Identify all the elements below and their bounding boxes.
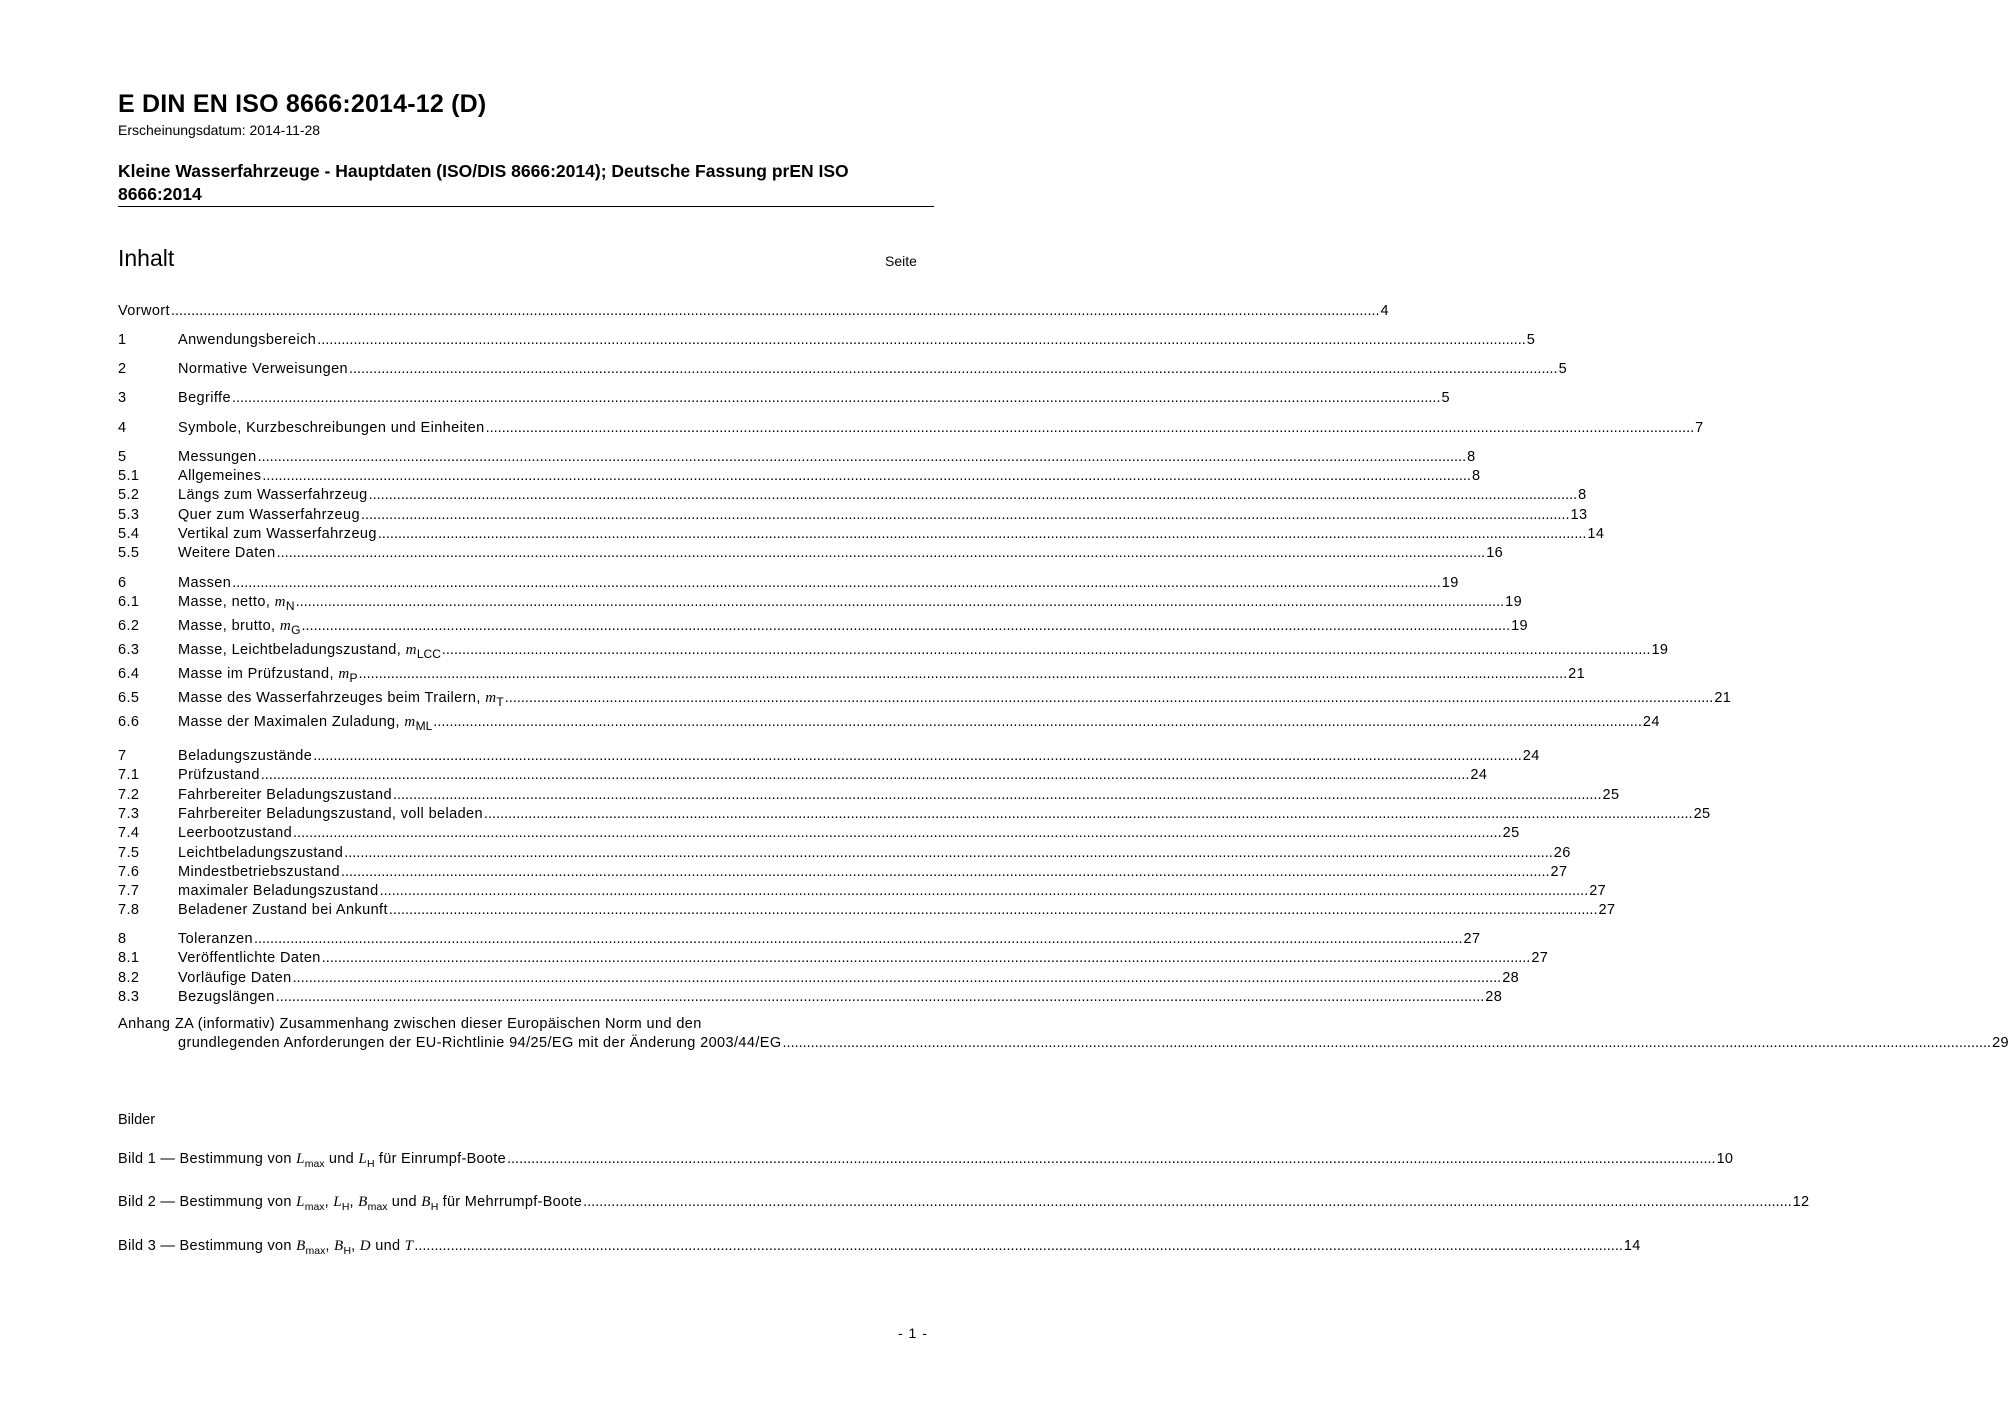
leader-dots: ............................................................................................................................................................................................................................................................................................................ [485,420,1695,436]
toc-entry[interactable] [118,969,1520,988]
figure-entry-text: Bild 3 — Bestimmung von $B_{max}$, $B_H$, D und T [118,1238,414,1257]
leader-dots: ............................................................................................................................................................................................................................................................................................................ [301,618,1511,634]
toc-entry[interactable] [118,617,1528,637]
toc-entry-page: 25 [1502,825,1520,841]
leader-dots: ............................................................................................................................................................................................................................................................................................................ [253,931,1463,947]
leader-dots: ............................................................................................................................................................................................................................................................................................................ [293,825,1502,841]
figure-entry-3[interactable] [118,1238,1641,1258]
leader-dots: ............................................................................................................................................................................................................................................................................................................ [262,468,1471,484]
leader-dots: ............................................................................................................................................................................................................................................................................................................ [292,970,1502,986]
toc-entry-number: 5.3 [118,507,140,523]
toc-entry[interactable] [118,593,1523,613]
toc-entry[interactable] [118,665,1586,685]
toc-entry-title: Veröffentlichte Daten [178,950,321,966]
toc-entry-title: Masse, netto, $m_N$ [178,594,295,613]
document-title: Kleine Wasserfahrzeuge - Hauptdaten (ISO/DIS 8666:2014); Deutsche Fassung prEN ISO 8666:2014 [118,161,849,204]
toc-entry[interactable] [118,419,1704,438]
toc-entry[interactable] [118,389,1450,408]
toc-entry-number: 6.1 [118,594,140,610]
toc-entry-title: Leerbootzustand [178,825,293,841]
toc-entry-title: Längs zum Wasserfahrzeug [178,487,368,503]
leader-dots: ............................................................................................................................................................................................................................................................................................................ [483,806,1693,822]
toc-entry-title: Masse der Maximalen Zuladung, $m_{ML}$ [178,714,433,733]
toc-entry-page: 7 [1695,420,1704,436]
toc-entry-number: 8.3 [118,989,140,1005]
toc-entry-number: 5.1 [118,468,140,484]
math-symbol: m [404,714,416,730]
leader-dots: ............................................................................................................................................................................................................................................................................................................ [441,642,1651,658]
toc-entry-title: Masse des Wasserfahrzeuges beim Trailern, $m_T$ [178,690,504,709]
toc-entry-page: 16 [1486,545,1504,561]
toc-entry-page: 24 [1642,714,1660,730]
leader-dots: ............................................................................................................................................................................................................................................................................................................ [433,714,1642,730]
toc-entry-page: 27 [1598,902,1616,918]
toc-entry[interactable] [118,302,1390,321]
figure-entry-2[interactable] [118,1194,1810,1214]
leader-dots: ............................................................................................................................................................................................................................................................................................................ [317,332,1526,348]
toc-entry-title: Leichtbeladungszustand [178,845,344,861]
toc-entry-number: 7.8 [118,902,140,918]
toc-entry-page: 5 [1558,361,1568,377]
annex-title-line2: grundlegenden Anforderungen der EU-Richtlinie 94/25/EG mit der Änderung 2003/44/EG [178,1035,782,1051]
annex-page: 29 [1992,1035,2009,1051]
toc-entry-number: Vorwort [118,303,170,319]
toc-entry[interactable] [118,766,1488,785]
toc-entry[interactable] [118,930,1481,949]
toc-entry-number: 8 [118,931,127,947]
toc-entry-title: Vorläufige Daten [178,970,292,986]
leader-dots: ............................................................................................................................................................................................................................................................................................................ [170,303,1380,319]
toc-entry-number: 4 [118,420,127,436]
figure-page: 14 [1623,1238,1641,1254]
toc-entry-number: 7.7 [118,883,140,899]
annex-entry-line2[interactable] [178,1035,2009,1054]
leader-dots: ............................................................................................................................................................................................................................................................................................................ [358,666,1568,682]
leader-dots: ............................................................................................................................................................................................................................................................................................................ [257,449,1467,465]
toc-entry-page: 21 [1568,666,1586,682]
toc-entry[interactable] [118,574,1459,593]
toc-entry-title: Masse im Prüfzustand, $m_P$ [178,666,358,685]
toc-heading: Inhalt [118,245,175,271]
annex-type: (informativ) [197,1016,276,1032]
toc-entry-number: 6 [118,575,127,591]
toc-entry[interactable] [118,824,1520,843]
toc-entry[interactable] [118,901,1616,920]
toc-entry[interactable] [118,525,1605,544]
toc-entry[interactable] [118,786,1620,805]
toc-entry-page: 27 [1463,931,1481,947]
toc-entry[interactable] [118,805,1711,824]
toc-entry-page: 19 [1505,594,1523,610]
toc-entry-number: 3 [118,390,127,406]
toc-entry[interactable] [118,506,1588,525]
toc-entry-title: Anwendungsbereich [178,332,317,348]
figure-entry-text: Bild 1 — Bestimmung von $L_{max}$ und $L_H$ für Einrumpf-Boote [118,1151,506,1170]
toc-entry-title: Fahrbereiter Beladungszustand [178,787,392,803]
toc-entry-number: 8.1 [118,950,140,966]
math-symbol: m [485,690,497,706]
figure-entry-1[interactable] [118,1151,1734,1171]
toc-entry-title: Beladungszustände [178,748,313,764]
toc-entry-page: 4 [1380,303,1390,319]
toc-entry-title: Bezugslängen [178,989,275,1005]
leader-dots: ............................................................................................................................................................................................................................................................................................................ [392,787,1602,803]
leader-dots: ............................................................................................................................................................................................................................................................................................................ [231,390,1441,406]
toc-entry[interactable] [118,844,1571,863]
toc-entry[interactable] [118,486,1587,505]
toc-entry-number: 6.2 [118,618,140,634]
toc-entry[interactable] [118,747,1540,766]
toc-entry-number: 7 [118,748,127,764]
math-subscript: ML [415,719,433,733]
math-subscript: LCC [416,647,441,661]
toc-entry-title: Weitere Daten [178,545,276,561]
leader-dots: ............................................................................................................................................................................................................................................................................................................ [295,594,1505,610]
publication-date: Erscheinungsdatum: 2014-11-28 [118,122,321,138]
toc-entry-number: 2 [118,361,127,377]
figures-heading: Bilder [118,1112,156,1128]
toc-entry-page: 24 [1470,767,1488,783]
math-subscript: G [291,623,301,637]
toc-entry-title: Quer zum Wasserfahrzeug [178,507,360,523]
toc-entry-number: 5.2 [118,487,140,503]
toc-entry[interactable] [118,641,1669,661]
toc-entry-number: 6.6 [118,714,140,730]
toc-entry-title: Fahrbereiter Beladungszustand, voll beladen [178,806,483,822]
toc-entry-page: 26 [1553,845,1571,861]
leader-dots: ............................................................................................................................................................................................................................................................................................................ [260,767,1470,783]
toc-entry-page: 8 [1467,449,1476,465]
toc-entry-page: 24 [1522,748,1540,764]
toc-entry[interactable] [118,949,1549,968]
toc-entry-number: 6.5 [118,690,140,706]
toc-entry-page: 25 [1602,787,1620,803]
figure-page: 10 [1716,1151,1734,1167]
annex-title-line1: Zusammenhang zwischen dieser Europäischen Norm und den [279,1016,702,1032]
leader-dots: ............................................................................................................................................................................................................................................................................................................ [321,950,1531,966]
toc-entry-page: 25 [1693,806,1711,822]
math-subscript: T [496,695,504,709]
toc-entry-number: 8.2 [118,970,140,986]
toc-entry-number: 7.3 [118,806,140,822]
toc-entry-number: 5.4 [118,526,140,542]
toc-entry[interactable] [118,448,1476,467]
toc-entry-title: Masse, brutto, $m_G$ [178,618,301,637]
math-symbol: m [279,618,292,634]
toc-entry-page: 19 [1651,642,1669,658]
toc-entry-page: 27 [1589,883,1607,899]
toc-entry-number: 6.3 [118,642,140,658]
toc-entry-page: 28 [1485,989,1503,1005]
math-symbol: m [405,642,417,658]
leader-dots: ............................................................................................................................................................................................................................................................................................................ [388,902,1598,918]
toc-entry-number: 7.4 [118,825,140,841]
toc-entry-title: Vertikal zum Wasserfahrzeug [178,526,377,542]
toc-entry-title: Massen [178,575,232,591]
toc-entry-title: Prüfzustand [178,767,260,783]
toc-entry[interactable] [118,713,1660,733]
toc-entry-page: 14 [1587,526,1605,542]
toc-entry[interactable] [118,863,1568,882]
leader-dots: ............................................................................................................................................................................................................................................................................................................ [379,883,1589,899]
leader-dots: ............................................................................................................................................................................................................................................................................................................ [349,361,1558,377]
toc-entry-page: 19 [1511,618,1528,634]
math-symbol: m [274,594,286,610]
leader-dots: ............................................................................................................................................................................................................................................................................................................ [275,989,1485,1005]
leader-dots: ............................................................................................................................................................................................................................................................................................................ [313,748,1522,764]
leader-dots: ............................................................................................................................................................................................................................................................................................................ [414,1238,1623,1254]
toc-entry-title: Messungen [178,449,257,465]
toc-entry-page: 13 [1570,507,1588,523]
leader-dots: ............................................................................................................................................................................................................................................................................................................ [506,1151,1716,1167]
figure-page: 12 [1792,1194,1810,1210]
toc-entry-page: 19 [1441,575,1459,591]
toc-entry[interactable] [118,467,1481,486]
title-rule [118,206,934,207]
math-symbol: m [338,666,350,682]
document-id: E DIN EN ISO 8666:2014-12 (D) [118,90,487,118]
toc-entry[interactable] [118,988,1503,1007]
toc-entry[interactable] [118,360,1568,379]
toc-entry-page: 27 [1531,950,1549,966]
toc-entry[interactable] [118,882,1607,901]
toc-entry-number: 7.1 [118,767,140,783]
toc-entry-page: 28 [1502,970,1520,986]
leader-dots: ............................................................................................................................................................................................................................................................................................................ [232,575,1441,591]
toc-entry-title: Symbole, Kurzbeschreibungen und Einheiten [178,420,485,436]
toc-entry-page: 5 [1526,332,1536,348]
toc-entry-number: 5.5 [118,545,140,561]
toc-entry-title: Allgemeines [178,468,262,484]
toc-entry-page: 8 [1578,487,1587,503]
leader-dots: ............................................................................................................................................................................................................................................................................................................ [583,1194,1792,1210]
leader-dots: ............................................................................................................................................................................................................................................................................................................ [344,845,1553,861]
toc-entry-title: Masse, Leichtbeladungszustand, $m_{LCC}$ [178,642,441,661]
toc-entry-title: Begriffe [178,390,231,406]
toc-entry-title: Normative Verweisungen [178,361,348,377]
leader-dots: ............................................................................................................................................................................................................................................................................................................ [368,487,1578,503]
math-subscript: P [349,671,358,685]
leader-dots: ............................................................................................................................................................................................................................................................................................................ [782,1035,1992,1051]
toc-entry[interactable] [118,689,1732,709]
toc-entry-number: 7.5 [118,845,140,861]
toc-page-label: Seite [885,253,917,269]
toc-entry-title: maximaler Beladungszustand [178,883,379,899]
toc-entry-number: 7.6 [118,864,140,880]
toc-entry[interactable] [118,331,1536,350]
annex-entry-line1[interactable] [118,1016,702,1032]
leader-dots: ............................................................................................................................................................................................................................................................................................................ [504,690,1714,706]
toc-entry-page: 8 [1471,468,1481,484]
leader-dots: ............................................................................................................................................................................................................................................................................................................ [340,864,1550,880]
toc-entry-number: 6.4 [118,666,140,682]
toc-entry-title: Beladener Zustand bei Ankunft [178,902,388,918]
toc-entry-page: 27 [1550,864,1568,880]
toc-entry-number: 1 [118,332,127,348]
toc-entry-title: Mindestbetriebszustand [178,864,340,880]
annex-label: Anhang ZA [118,1016,194,1032]
figure-entry-text: Bild 2 — Bestimmung von $L_{max}$, $L_H$, $B_{max}$ und $B_H$ für Mehrrumpf-Boote [118,1194,583,1213]
toc-entry-number: 5 [118,449,127,465]
leader-dots: ............................................................................................................................................................................................................................................................................................................ [276,545,1486,561]
math-subscript: N [285,599,295,613]
toc-entry-title: Toleranzen [178,931,253,947]
toc-entry[interactable] [118,544,1504,563]
leader-dots: ............................................................................................................................................................................................................................................................................................................ [360,507,1570,523]
toc-entry-page: 21 [1714,690,1732,706]
leader-dots: ............................................................................................................................................................................................................................................................................................................ [377,526,1587,542]
page-number: - 1 - [898,1325,928,1341]
toc-entry-number: 7.2 [118,787,140,803]
toc-entry-page: 5 [1441,390,1450,406]
